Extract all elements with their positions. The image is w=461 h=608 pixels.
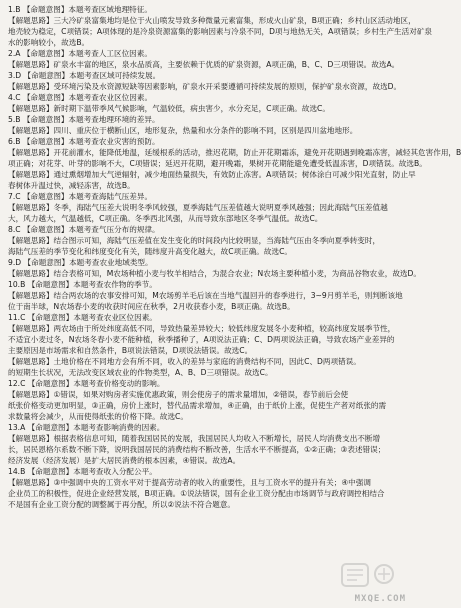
text-line: 海陆气压差的季节变化和纬度变化有关，随纬度升高变化越大，故C项正确。故选C。	[8, 247, 292, 256]
text-line: 7.C 【命题意图】本题考查海陆气压差异。	[8, 192, 153, 201]
text-line: 【解题思路】新时期下温带季风气候影响，气温较低，病虫害少，水分充足，C项正确。故选C。	[8, 104, 330, 113]
text-line: 【解题思路】通过熏烟增加大气逆辐射，减少地面热量损失，有效防止冻害。A项错误；树体涂白可减少阳光直射，防止早	[8, 170, 416, 179]
text-line: 【解题思路】土地价格在不同地方会有所不同，收入的差异与家庭的消费结构不同，因此C、D两项错误。	[8, 357, 361, 366]
text-line: 【解题思路】③中强调中央的工资水平对于提高劳动者的收入的重要性，且与工资水平的提升有关；④中强调	[8, 478, 371, 487]
text-line: 2.A 【命题意图】本题考查人工区位因素。	[8, 49, 152, 58]
text-line: 项正确；对花芽、叶芽的影响不大，C项错误；延迟开花期，避开晚霜，果树开花期能避免遭受低温冻害，D项错误。故选B。	[8, 159, 427, 168]
text-line: 地壳较为稳定，C项错误；A项体现的是冷泉资源富集的影响因素与冷泉不同，D项与地热无关，A项错误；乡村生产生活对矿泉	[8, 27, 433, 36]
text-line: 【解题思路】结合两农场的农事安排可知，M农场剪羊毛后该在当地气温回升的春季进行，3~9月剪羊毛，则判断该地	[8, 291, 403, 300]
text-line: 【解题思路】受环境污染及水资源短缺等因素影响，矿泉水开采要遵循可持续发展的原则，保护矿泉水资源，故选D。	[8, 82, 402, 91]
text-line: 4.C 【命题意图】本题考查农业区位因素。	[8, 93, 153, 102]
text-line: 【解题思路】矿泉水丰富的地区，泉水品质高，主要依赖于优质的矿泉资源，A项正确，B、C、D三项错误。故选A。	[8, 60, 400, 69]
text-line: 5.B 【命题意图】本题考查地理环境的差异。	[8, 115, 160, 124]
text-line: 6.B 【命题意图】本题考查农业灾害的预防。	[8, 137, 160, 146]
text-line: 春树体升温过快，减轻冻害，故选B。	[8, 181, 135, 190]
text-line: 【解题思路】冬季，海陆气压差大说明冬季风较强，夏季海陆气压差值越大说明夏季风越强；因此海陆气压差值越	[8, 203, 388, 212]
text-line: 不是国有企业工资分配的调整属于再分配，所以②说法不符合题意。	[8, 500, 236, 509]
text-line: 3.D 【命题意图】本题考查区域可持续发展。	[8, 71, 161, 80]
text-line: 【解题思路】结合表格可知，M农场种植小麦与牧羊相结合，为混合农业；N农场主要种植小麦，为商品谷物农业，故选D。	[8, 269, 421, 278]
text-line: 8.C 【命题意图】本题考查气压分布的规律。	[8, 225, 160, 234]
text-line: 大，风力越大，气温越低，C项正确。冬季西北风强，从而导致东部地区冬季气温低。故选C。	[8, 214, 323, 223]
text-line: 14.B 【命题意图】本题考查收入分配公平。	[8, 467, 157, 476]
text-line: 主要原因是市场需求和自然条件，B项说法错误，D项说法错误。故选C。	[8, 346, 253, 355]
text-line: 【解题思路】四川、重庆位于横断山区，地形复杂，热量和水分条件的影响不同，区别是四川盆地地形。	[8, 126, 358, 135]
text-line: 12.C 【命题意图】本题考查价格变动的影响。	[8, 379, 165, 388]
text-line: 纸张价格变动更加明显，③正确，房价上涨时，替代品需求增加，④正确，由于纸价上涨，促使生产者对纸张的需	[8, 401, 387, 410]
watermark-text: MXQE.COM	[354, 594, 406, 604]
answer-text-block	[8, 4, 461, 510]
text-line: 13.A 【命题意图】本题考查影响消费的因素。	[8, 423, 165, 432]
text-line: 11.C 【命题意图】本题考查农业区位因素。	[8, 313, 157, 322]
answer-site-logo-watermark	[340, 560, 410, 594]
text-line: 【解题思路】两农场由于所处纬度高低不同，导致热量差异较大；较低纬度发展冬小麦种植，较高纬度发展季节性，	[8, 324, 396, 333]
text-line: 1.B 【命题意图】本题考查区域地理特征。	[8, 5, 152, 14]
text-line: 10.B 【命题意图】本题考查农作物的季节。	[8, 280, 157, 289]
text-line: 不适宜小麦过冬，N农场冬春小麦不能种植，秋季播种了，A项说法正确；C、D两项说法正确，导致农场产业差异的	[8, 335, 395, 344]
text-line: 【解题思路】三大冷矿泉富集地均是位于火山喷发导致多种微量元素富集，形成火山矿泉，B项正确；乡村山区活动地区，	[8, 16, 416, 25]
text-line: 长，居民恩格尔系数不断下降，说明我国居民的消费结构不断改善，生活水平不断提高，①②正确；③表述错误；	[8, 445, 386, 454]
text-line: 【解题思路】①错误，如果对购房者实施优惠政策，则会使房子的需求量增加，②错误，春节前后会使	[8, 390, 349, 399]
text-line: 【解题思路】根据表格信息可知，随着我国居民的发展，我国居民人均收入不断增长，居民人均消费支出不断增	[8, 434, 381, 443]
text-line: 水的影响较小，故选B。	[8, 38, 90, 47]
text-line: 【解题思路】结合图示可知，海陆气压差值在发生变化的时间段内比较明显，当海陆气压由冬季向夏季转变时，	[8, 236, 381, 245]
text-line: 的短期生长状况，无法改变区域农业的作物类型，A、B、D三项错误。故选C。	[8, 368, 273, 377]
text-line: 【解题思路】开花前灌水，能降低地温，延缓根系的活动，推迟花期，防止开花期霜冻，避免开花期遇到晚霜冻害，减轻其危害作用，B	[8, 148, 461, 157]
text-line: 求数量将会减少，从而使得纸张的价格下降。故选C。	[8, 412, 188, 421]
text-line: 位于南半球，N农场春小麦的收获时间应在秋季，2月收获春小麦，B项正确。故选B。	[8, 302, 295, 311]
text-line: 9.D 【命题意图】本题考查农业地域类型。	[8, 258, 153, 267]
text-line: 经济发展（经济发展）是扩大居民消费的根本因素，④错误。故选A。	[8, 456, 241, 465]
text-line: 企业员工的积极性，促进企业经营发展，B项正确。①说法错误，国有企业工资分配由市场调节与政府调控相结合	[8, 489, 385, 498]
